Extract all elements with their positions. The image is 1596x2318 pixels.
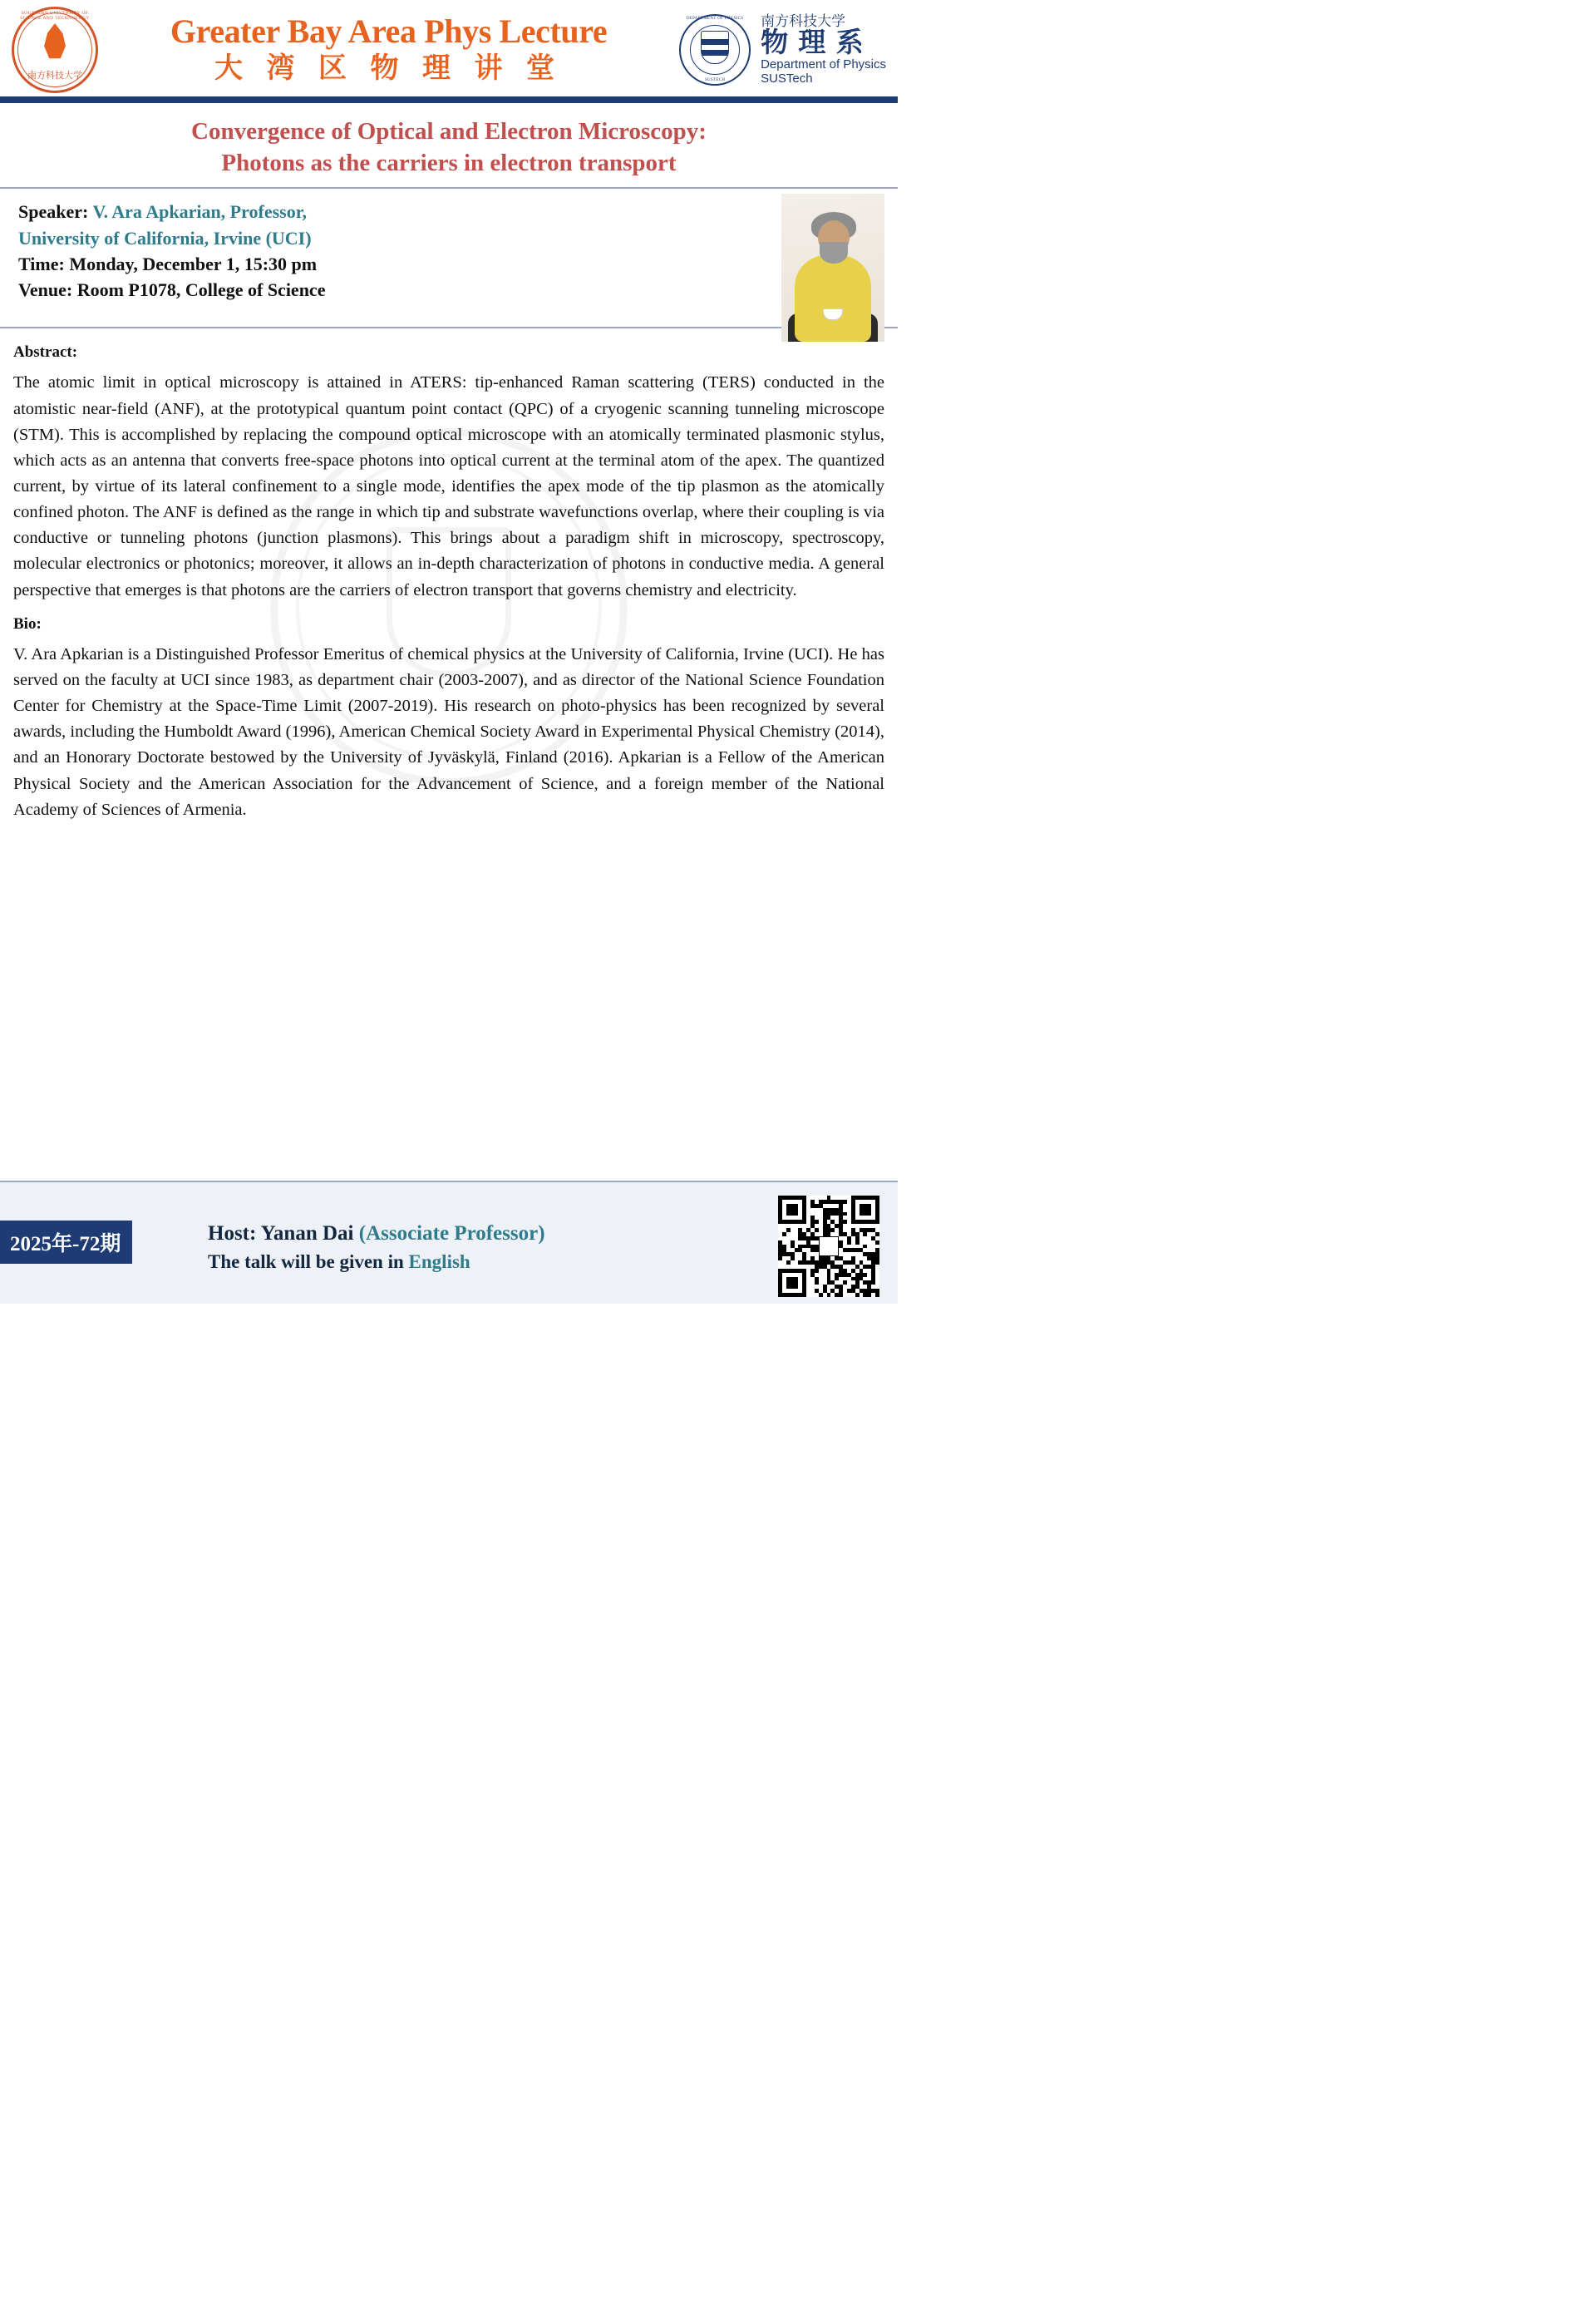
issue-badge: 2025年-72期 bbox=[0, 1221, 132, 1264]
poster-footer bbox=[0, 1181, 898, 1304]
series-title-en: Greater Bay Area Phys Lecture bbox=[170, 12, 608, 51]
speaker-photo bbox=[781, 194, 884, 342]
time-value: Monday, December 1, 15:30 pm bbox=[69, 253, 318, 274]
shield-band-top bbox=[702, 39, 728, 45]
language-line bbox=[208, 1249, 545, 1276]
series-title-zh: 大 湾 区 物 理 讲 堂 bbox=[214, 53, 564, 84]
host-name: Host: Yanan Dai bbox=[208, 1222, 359, 1245]
physics-department-seal-icon bbox=[679, 14, 751, 86]
abstract-text: The atomic limit in optical microscopy is attained in ATERS: tip-enhanced Raman scattering (TERS) conducted in the atomistic near-field (ANF), at the prototypical quantum point contact (QPC) of a cryogenic scanning tunneling microscope (STM). This is accomplished by replacing the compound optical microscope with an atomically terminated plasmonic stylus, which acts as an antenna that converts free-space photons into optical current at the terminal atom of the apex. The quantized current, by virtue of its lateral confinement to a single mode, identifies the apex mode of the tip plasmon as the atomically confined photon. The ANF is defined as the range in which tip and substrate wavefunctions overlap, where their coupling is via conductive or tunneling photons (junction plasmons). This brings about a paradigm shift in microscopy, spectroscopy, molecular electronics or photonics; moreover, it allows an in-depth characterization of photons in conductive media. A general perspective that emerges is that photons are the carriers of electron transport that governs chemistry and electricity. bbox=[13, 373, 884, 599]
header-divider bbox=[0, 96, 898, 100]
department-wordmark bbox=[761, 13, 886, 86]
abstract-label: Abstract: bbox=[13, 343, 78, 362]
dept-institution-en: SUSTech bbox=[761, 71, 813, 86]
talk-title-block bbox=[0, 103, 898, 189]
speaker-name: V. Ara Apkarian, Professor, bbox=[92, 201, 307, 223]
seal-top-text: DEPARTMENT OF PHYSICS bbox=[686, 17, 744, 21]
time-label: Time: bbox=[18, 253, 65, 274]
lecture-series-title bbox=[98, 13, 679, 86]
bio-text: V. Ara Apkarian is a Distinguished Professor Emeritus of chemical physics at the University of California, Irvine (UCI). He has served on the faculty at UCI since 1983, as department chair (2003-2007), and as director of the National Science Foundation Center for Chemistry at the Space-Time Limit (2007-2019). His research on photo-physics has been recognized by several awards, including the Humboldt Award (1996), American Chemical Society Award in Experimental Physical Chemistry (2014), and an Honorary Doctorate bestowed by the University of Jyväskylä, Finland (2016). Apkarian is a Fellow of the American Physical Society and the American Association for the Advancement of Science, and a foreign member of the National Academy of Sciences of Armenia. bbox=[13, 644, 884, 819]
seal-bottom-text: SUSTECH bbox=[704, 78, 726, 82]
dept-name-en: Department of Physics bbox=[761, 57, 886, 72]
poster-body bbox=[0, 328, 898, 823]
bio-label: Bio: bbox=[13, 614, 42, 633]
shield-band-bottom bbox=[702, 50, 728, 56]
language-value: English bbox=[408, 1250, 470, 1272]
speaker-label: Speaker: bbox=[18, 201, 89, 223]
logo-chinese-name: 南方科技大学 bbox=[27, 71, 82, 81]
host-line bbox=[208, 1219, 545, 1249]
speaker-affiliation: University of California, Irvine (UCI) bbox=[18, 227, 312, 249]
speaker-row bbox=[18, 199, 879, 224]
talk-title-line-2: Photons as the carriers in electron transport bbox=[221, 149, 677, 176]
sustech-university-logo-icon bbox=[12, 7, 98, 93]
talk-title-line-1: Convergence of Optical and Electron Microscopy: bbox=[191, 118, 707, 145]
footer-host-block bbox=[208, 1219, 545, 1275]
poster-header bbox=[0, 0, 898, 103]
time-row bbox=[18, 251, 879, 277]
qr-code-grid bbox=[778, 1196, 879, 1297]
language-prefix: The talk will be given in bbox=[208, 1250, 409, 1272]
venue-label: Venue: bbox=[18, 279, 73, 301]
host-role: (Associate Professor) bbox=[358, 1222, 545, 1245]
qr-code-icon[interactable] bbox=[778, 1196, 879, 1297]
dept-name-cn: 物 理 系 bbox=[761, 28, 865, 59]
logo-arc-text: SOUTHERN UNIVERSITY OF SCIENCE AND TECHNOLOGY bbox=[20, 11, 90, 21]
shield-icon bbox=[701, 31, 729, 64]
dept-university-cn: 南方科技大学 bbox=[761, 13, 846, 30]
venue-row bbox=[18, 277, 879, 303]
venue-value: Room P1078, College of Science bbox=[76, 279, 326, 301]
talk-info-block bbox=[0, 189, 898, 328]
